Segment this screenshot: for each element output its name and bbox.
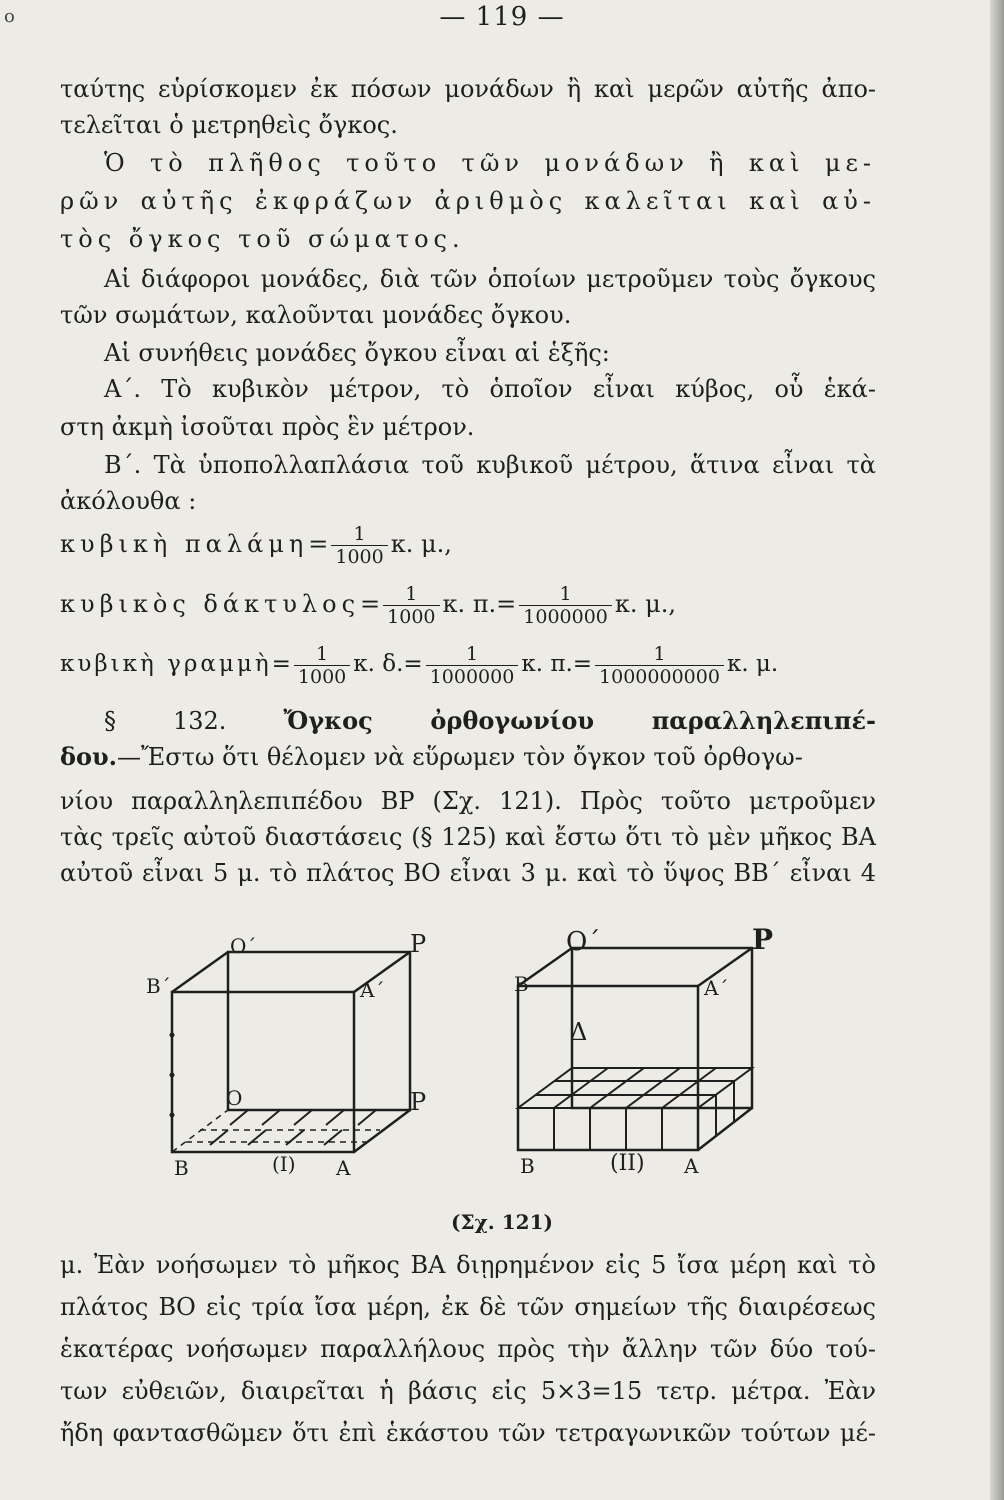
section-line-e: αὐτοῦ εἶναι 5 μ. τὸ πλάτος ΒΟ εἶναι 3 μ. καὶ τὸ ὕψος ΒΒ΄ εἶναι 4: [60, 859, 876, 887]
corner-mark: o: [4, 6, 15, 27]
figure-2: [500, 923, 790, 1180]
fig1-vertex-P-bottom: Ρ: [410, 1088, 427, 1116]
fig1-vertex-B-prime: Β΄: [146, 974, 171, 998]
section-text-b: —Ἔστω ὅτι θέλομεν νὰ εὕρωμεν τὸν ὄγκον τοῦ ὀρθογω-: [117, 743, 803, 771]
fig1-tick-2: [170, 1073, 175, 1078]
text-line-7: τῶν σωμάτων, καλοῦνται μονάδες ὄγκου.: [60, 301, 572, 329]
fig2-vertex-A: Α: [684, 1154, 699, 1178]
after-line-4: των εὐθειῶν, διαιρεῖται ἡ βάσις εἰς 5×3=15 τετρ. μέτρα. Ἐὰν: [60, 1377, 876, 1405]
after-line-3: ἑκατέρας νοήσωμεν παραλλήλους πρὸς τὴν ἄλλην τῶν δύο τού-: [60, 1335, 876, 1363]
fig2-vertex-B-top: Β: [514, 972, 529, 996]
fig1-hatch-4: [326, 1110, 344, 1125]
fig1-tick-1: [170, 1033, 175, 1038]
section-number: § 132.: [104, 707, 227, 735]
text-line-9: Α΄. Τὸ κυβικὸν μέτρον, τὸ ὁποῖον εἶναι κύβος, οὗ ἑκά-: [104, 375, 876, 403]
fig1-vertex-B: Β: [174, 1156, 189, 1180]
text-line-8: Αἱ συνήθεις μονάδες ὄγκου εἶναι αἱ ἑξῆς:: [104, 339, 610, 367]
fraction-2b-numerator: 1: [519, 583, 612, 606]
formula-3-mid: κ. δ.: [353, 651, 404, 677]
formula-cubic-line: κυβικὴ γραμμὴ= $\frac{1}{1000}$ κ. δ.= $\frac{1}{1000000}$ κ. π.= $\frac{1}{1000000000}$ κ. μ.: [60, 642, 779, 688]
fig2-grid-d2: [590, 1068, 644, 1108]
fig1-hatch-5: [358, 1110, 376, 1125]
fraction-2a-denominator: 1000: [387, 606, 436, 628]
fig1-vertex-A-prime: Α΄: [360, 978, 385, 1002]
fig1-hidden-edge: [172, 1110, 228, 1152]
formula-1-name: κυβικὴ παλάμη: [60, 530, 309, 558]
text-line-11: Β΄. Τὰ ὑποπολλαπλάσια τοῦ κυβικοῦ μέτρου, ἅτινα εἶναι τὰ: [104, 451, 876, 479]
text-line-4: ρῶν αὐτῆς ἐκφράζων ἀριθμὸς καλεῖται καὶ αὐ-: [60, 187, 876, 215]
page-number: — 119 —: [439, 2, 565, 32]
figure-1-drawing: [140, 930, 440, 1180]
fraction-2b-denominator: 1000000: [523, 606, 608, 628]
section-heading-line: [104, 704, 876, 738]
fig2-back-face: [572, 948, 752, 1108]
section-line-b: [60, 740, 876, 774]
text-line-10: στη ἀκμὴ ἰσοῦται πρὸς ἓν μέτρον.: [60, 413, 475, 441]
fig1-edge-bottom-right: [354, 1110, 410, 1152]
fraction-1-numerator: 1: [331, 523, 387, 546]
text-line-3: Ὁ τὸ πλῆθος τοῦτο τῶν μονάδων ἢ καὶ με-: [104, 149, 876, 177]
fig2-label: (ΙΙ): [610, 1151, 645, 1176]
fig1-vertex-A: Α: [336, 1156, 351, 1180]
fig2-vertex-B: Β: [520, 1154, 535, 1178]
fraction-3a: [294, 643, 350, 688]
fig2-grid-d3: [626, 1068, 680, 1108]
figure-1: [140, 930, 440, 1180]
fraction-3a-denominator: 1000: [297, 665, 347, 688]
fraction-2a-numerator: 1: [383, 583, 439, 606]
fig2-vertex-P: Ρ: [752, 923, 774, 956]
fig2-edge-bottom-right: [698, 1108, 752, 1150]
fraction-3b-denominator: 1000000: [429, 665, 515, 688]
fraction-3b-numerator: 1: [426, 643, 519, 666]
section-title: Ὄγκος ὀρθογωνίου παραλληλεπιπέ-: [283, 706, 876, 735]
fig1-label: (Ι): [272, 1152, 296, 1176]
fraction-2b: [519, 583, 612, 628]
text-line-1: ταύτης εὑρίσκομεν ἐκ πόσων μονάδων ἢ καὶ μερῶν αὐτῆς ἀπο-: [60, 75, 876, 103]
text-line-2: τελεῖται ὁ μετρηθεὶς ὄγκος.: [60, 111, 398, 139]
fig1-tick-3: [170, 1113, 175, 1118]
formula-3-name: κυβικὴ γραμμὴ: [60, 651, 272, 677]
page-edge-shadow: [990, 0, 1004, 1500]
section-title-end: δου.: [60, 742, 118, 771]
fig1-vertex-P-top: Ρ: [410, 930, 427, 958]
after-line-1: μ. Ἐὰν νοήσωμεν τὸ μῆκος ΒΑ διῃρημένον εἰς 5 ἴσα μέρη καὶ τὸ: [60, 1251, 876, 1279]
section-line-c: νίου παραλληλεπιπέδου ΒΡ (Σχ. 121). Πρὸς τοῦτο μετροῦμεν: [60, 787, 876, 815]
formula-2-mid: κ. π.: [442, 590, 497, 618]
fig1-front-face: [172, 992, 354, 1152]
fig1-edge-top-left: [172, 952, 228, 992]
formula-2-unit: κ. μ.,: [614, 590, 677, 618]
fig1-hatch-3: [294, 1110, 312, 1125]
after-line-2: πλάτος ΒΟ εἰς τρία ἴσα μέρη, ἐκ δὲ τῶν σημείων τῆς διαιρέσεως: [60, 1293, 876, 1321]
fraction-3a-numerator: 1: [294, 643, 350, 666]
fraction-3c-numerator: 1: [595, 643, 724, 666]
fig2-grid-d1: [554, 1068, 608, 1108]
after-line-5: ἤδη φαντασθῶμεν ὅτι ἐπὶ ἑκάστου τῶν τετραγωνικῶν τούτων μέ-: [60, 1419, 876, 1447]
fig1-back-face: [228, 952, 410, 1110]
figure-caption: (Σχ. 121): [451, 1210, 553, 1234]
fraction-3c-denominator: 1000000000: [599, 665, 720, 688]
formula-1-unit: κ. μ.,: [390, 530, 452, 558]
fig2-vertex-O-prime: Ο΄: [566, 927, 601, 957]
text-line-6: Αἱ διάφοροι μονάδες, διὰ τῶν ὁποίων μετροῦμεν τοὺς ὄγκους: [104, 265, 876, 293]
formula-3-unit: κ. μ.: [726, 651, 779, 677]
fraction-3c: [595, 643, 724, 688]
formula-2-name: κυβικὸς δάκτυλος: [60, 590, 361, 618]
fig1-hatch-2: [262, 1110, 280, 1125]
fig2-grid-d4: [662, 1068, 716, 1108]
text-line-12: ἀκόλουθα :: [60, 487, 197, 515]
fraction-3b: [426, 643, 519, 688]
formula-cubic-finger: κυβικὸς δάκτυλος= $\frac{1}{1000}$ κ. π.= $\frac{1}{1000000}$ κ. μ.,: [60, 583, 677, 628]
figure-2-drawing: [500, 923, 790, 1180]
formula-cubic-palm: κυβικὴ παλάμη= $\frac{1}{1000}$ κ. μ.,: [60, 523, 452, 568]
fraction-2a: [383, 583, 439, 628]
text-line-5: τὸς ὄγκος τοῦ σώματος.: [60, 225, 465, 253]
fig1-vertex-O: Ο: [226, 1086, 243, 1110]
fraction-1-denominator: 1000: [335, 546, 384, 568]
fig2-label-D: Δ: [570, 1018, 588, 1046]
fig2-vertex-A-prime: Α΄: [704, 976, 729, 1000]
fig1-vertex-O-prime: Ο΄: [230, 934, 257, 958]
fig1-hatch-1: [230, 1110, 248, 1125]
formula-3-mid2: κ. π.: [521, 651, 573, 677]
fraction-1: [331, 523, 387, 568]
section-line-d: τὰς τρεῖς αὐτοῦ διαστάσεις (§ 125) καὶ ἔστω ὅτι τὸ μὲν μῆκος ΒΑ: [60, 823, 876, 851]
